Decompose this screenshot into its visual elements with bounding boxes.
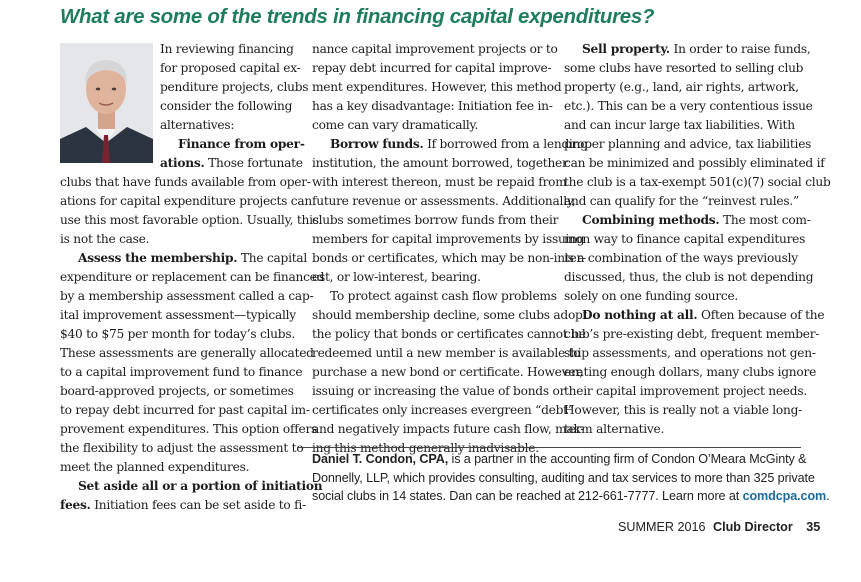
page-number: 35 xyxy=(806,520,821,534)
text-line: club’s pre-existing debt, frequent member- xyxy=(564,327,820,341)
text-line: ment expenditures. However, this method xyxy=(312,80,562,94)
issue-date: SUMMER 2016 xyxy=(618,520,706,534)
text-line: clubs that have funds available from oper- xyxy=(60,175,311,189)
text-column-2 xyxy=(312,40,588,458)
text-line: the club is a tax-exempt 501(c)(7) social club xyxy=(564,175,831,189)
text-line: expenditure or replacement can be financed xyxy=(60,270,325,284)
article-title: What are some of the trends in financing capital expenditures? xyxy=(60,5,655,28)
text-line: erating enough dollars, many clubs ignore xyxy=(564,365,817,379)
bio-divider xyxy=(298,447,801,448)
section-heading: ations. xyxy=(160,156,205,170)
text-line: However, this is really not a viable long- xyxy=(564,403,803,417)
text-line: the flexibility to adjust the assessment to xyxy=(60,441,304,455)
text-line: Sell property. In order to raise funds, xyxy=(582,42,811,56)
section-heading: Do nothing at all. xyxy=(582,308,698,322)
text-line: provement expenditures. This option offers xyxy=(60,422,318,436)
author-name: Daniel T. Condon, CPA, xyxy=(312,452,449,466)
text-line: nance capital improvement projects or to xyxy=(312,42,558,56)
text-line: and negatively impacts future cash flow, mak- xyxy=(312,422,585,436)
text-line: alternatives: xyxy=(160,118,235,132)
text-line: and can incur large tax liabilities. With xyxy=(564,118,795,132)
text-line: $40 to $75 per month for today’s clubs. xyxy=(60,327,295,341)
text-line: with interest thereon, must be repaid from xyxy=(312,175,567,189)
magazine-name: Club Director xyxy=(713,520,793,534)
text-line: to repay debt incurred for past capital im- xyxy=(60,403,310,417)
text-line: est, or low-interest, bearing. xyxy=(312,270,481,284)
text-line: their capital improvement project needs. xyxy=(564,384,807,398)
section-heading: fees. xyxy=(60,498,91,512)
text-line: come can vary dramatically. xyxy=(312,118,479,132)
text-line: ations. Those fortunate xyxy=(160,156,303,170)
section-heading: Borrow funds. xyxy=(330,137,424,151)
text-line: ship assessments, and operations not gen- xyxy=(564,346,816,360)
text-line: These assessments are generally allocated xyxy=(60,346,314,360)
text-line: institution, the amount borrowed, together xyxy=(312,156,568,170)
text-line: is a combination of the ways previously xyxy=(564,251,798,265)
text-line: term alternative. xyxy=(564,422,665,436)
author-bio xyxy=(312,450,830,506)
section-heading: Set aside all or a portion of initiation xyxy=(78,479,323,493)
text-column-1 xyxy=(60,40,325,515)
text-line: can be minimized and possibly eliminated if xyxy=(564,156,825,170)
text-line: Do nothing at all. Often because of the xyxy=(582,308,825,322)
section-heading: Finance from oper- xyxy=(178,137,305,151)
text-line: mon way to finance capital expenditures xyxy=(564,232,806,246)
text-line: bonds or certificates, which may be non-inter- xyxy=(312,251,586,265)
text-line: for proposed capital ex- xyxy=(160,61,301,75)
text-line: members for capital improvements by issuing xyxy=(312,232,585,246)
text-line: some clubs have resorted to selling club xyxy=(564,61,804,75)
bio-line: Donnelly, LLP, which provides consulting, auditing and tax services to more than 325 private xyxy=(312,470,815,485)
text-line: the policy that bonds or certificates cannot be xyxy=(312,327,586,341)
text-line: and can qualify for the “reinvest rules.” xyxy=(564,194,800,208)
text-line: use this most favorable option. Usually, this xyxy=(60,213,319,227)
text-line: has a key disadvantage: Initiation fee in- xyxy=(312,99,553,113)
text-line: future revenue or assessments. Additionally, xyxy=(312,194,576,208)
text-line: ations for capital expenditure projects can xyxy=(60,194,312,208)
lines-beside-photo xyxy=(60,40,309,173)
text-line: to a capital improvement fund to finance xyxy=(60,365,303,379)
text-line: discussed, thus, the club is not depending xyxy=(564,270,814,284)
text-line: etc.). This can be a very contentious issue xyxy=(564,99,813,113)
page-footer xyxy=(618,520,820,534)
text-line: repay debt incurred for capital improve- xyxy=(312,61,552,75)
text-line: ing this method generally inadvisable. xyxy=(312,441,539,455)
text-line: issuing or increasing the value of bonds or xyxy=(312,384,566,398)
text-line xyxy=(60,135,305,154)
text-line: consider the following xyxy=(160,99,293,113)
section-heading: Sell property. xyxy=(582,42,670,56)
text-line: clubs sometimes borrow funds from their xyxy=(312,213,559,227)
text-line: is not the case. xyxy=(60,232,150,246)
text-line: purchase a new bond or certificate. However, xyxy=(312,365,584,379)
bio-line: social clubs in 14 states. Dan can be reached at 212-661-7777. Learn more at comdcpa.com. xyxy=(312,489,830,503)
text-line: meet the planned expenditures. xyxy=(60,460,250,474)
text-column-3 xyxy=(564,40,831,439)
text-line: Borrow funds. If borrowed from a lending xyxy=(330,137,588,151)
text-line: Assess the membership. The capital xyxy=(78,251,308,265)
text-line: by a membership assessment called a cap- xyxy=(60,289,314,303)
text-line: penditure projects, clubs xyxy=(160,80,309,94)
section-heading: Combining methods. xyxy=(582,213,720,227)
text-line: ital improvement assessment—typically xyxy=(60,308,296,322)
text-line: fees. Initiation fees can be set aside to fi- xyxy=(60,498,306,512)
text-line: should membership decline, some clubs adopt xyxy=(312,308,588,322)
text-line: property (e.g., land, air rights, artwork, xyxy=(564,80,799,94)
text-line: Combining methods. The most com- xyxy=(582,213,811,227)
section-heading: Assess the membership. xyxy=(78,251,238,265)
text-line: board-approved projects, or sometimes xyxy=(60,384,294,398)
lines-below-photo xyxy=(60,173,325,515)
text-line: solely on one funding source. xyxy=(564,289,739,303)
text-line: proper planning and advice, tax liabilities xyxy=(564,137,812,151)
text-line: certificates only increases evergreen “debt” xyxy=(312,403,574,417)
website-link[interactable]: comdcpa.com xyxy=(742,489,827,503)
text-line: redeemed until a new member is available to xyxy=(312,346,581,360)
bio-line: Daniel T. Condon, CPA, is a partner in the accounting firm of Condon O’Meara McGinty & xyxy=(312,452,807,466)
text-line: To protect against cash flow problems xyxy=(330,289,557,303)
text-line xyxy=(60,477,323,496)
text-line: In reviewing financing xyxy=(160,42,294,56)
